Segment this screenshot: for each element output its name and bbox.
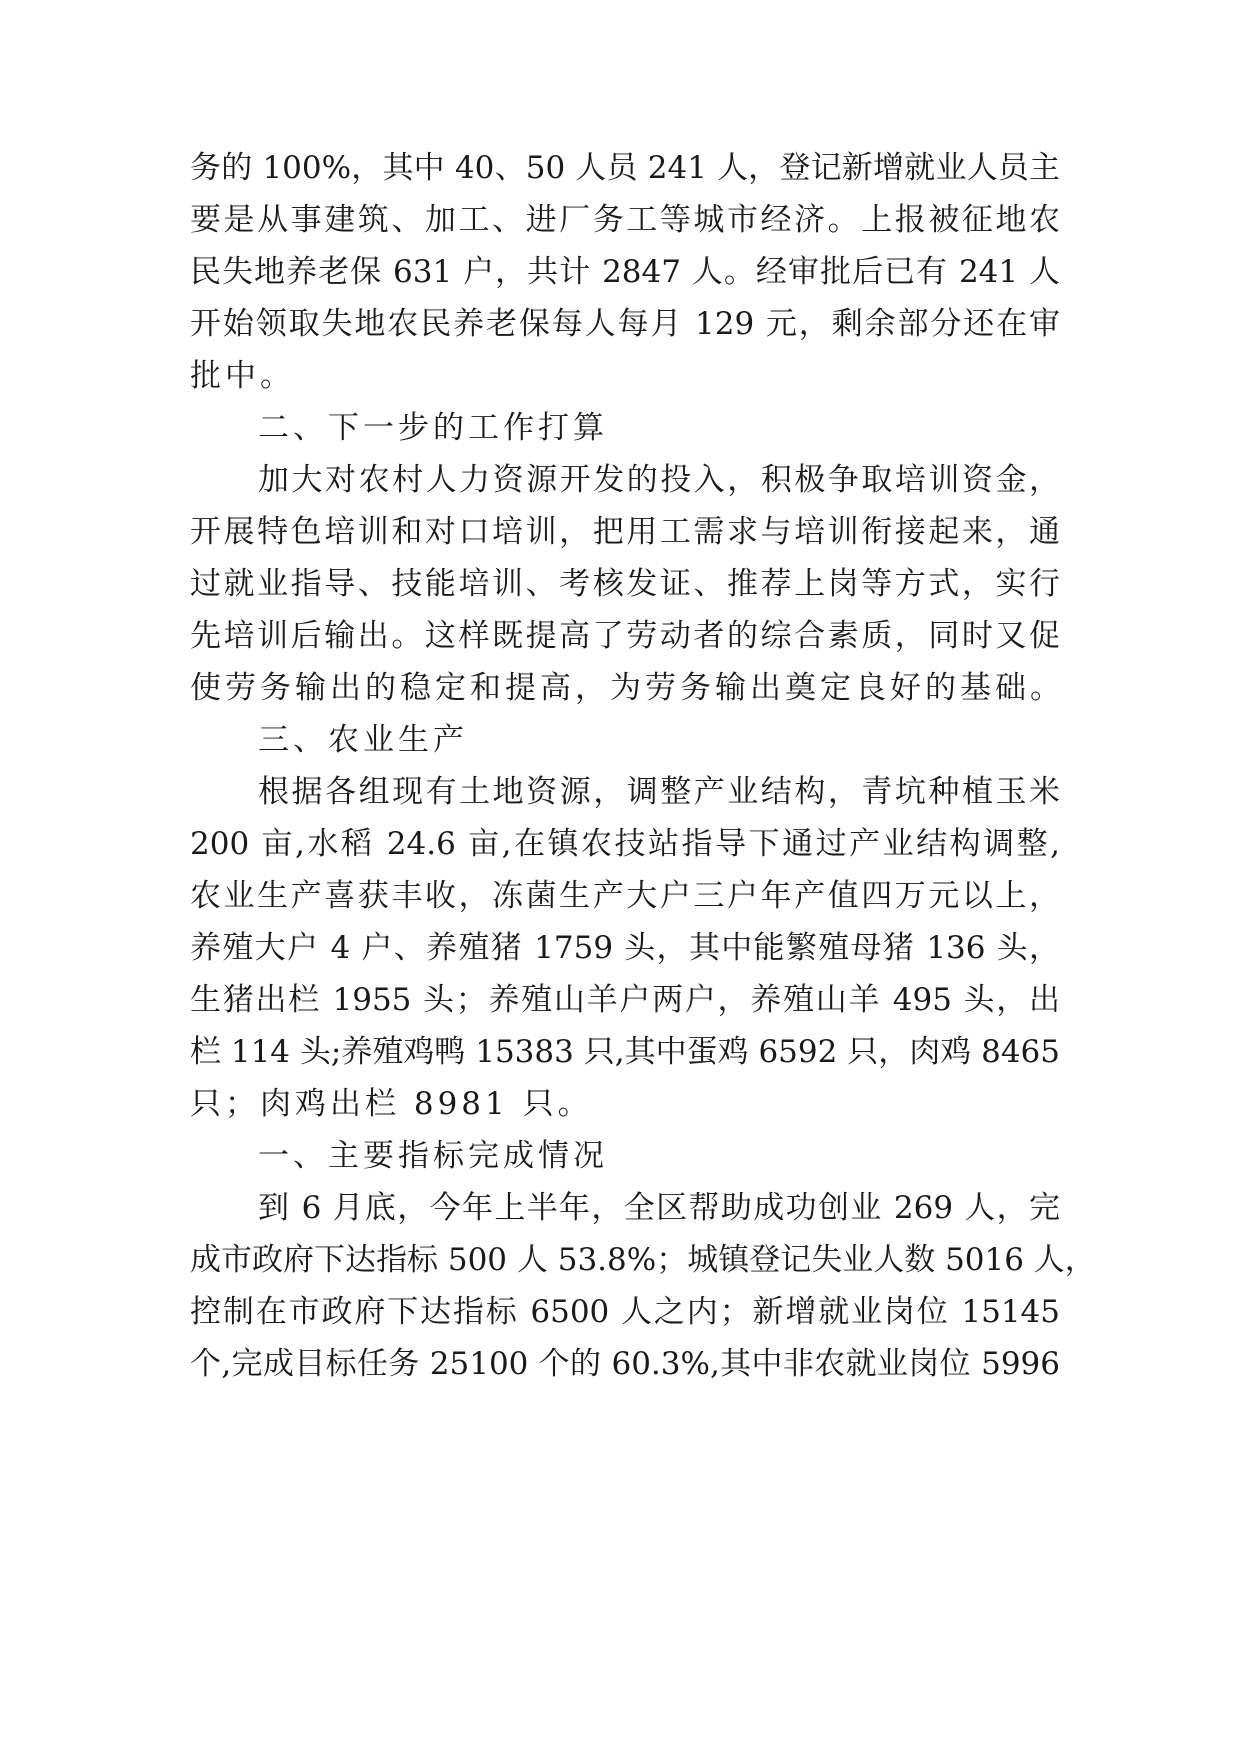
text-line: 200 亩,水稻 24.6 亩,在镇农技站指导下通过产业结构调整, bbox=[190, 826, 1060, 862]
text-line: 个,完成目标任务 25100 个的 60.3%,其中非农就业岗位 5996 bbox=[190, 1346, 1060, 1382]
section-heading: 三、农业生产 bbox=[258, 722, 468, 758]
text-line: 民失地养老保 631 户，共计 2847 人。经审批后已有 241 人 bbox=[190, 254, 1060, 290]
text-line: 生猪出栏 1955 头；养殖山羊户两户，养殖山羊 495 头，出 bbox=[190, 982, 1060, 1018]
text-line: 开展特色培训和对口培训，把用工需求与培训衔接起来，通 bbox=[190, 514, 1060, 550]
text-line: 过就业指导、技能培训、考核发证、推荐上岗等方式，实行 bbox=[190, 566, 1060, 602]
text-line: 养殖大户 4 户、养殖猪 1759 头，其中能繁殖母猪 136 头， bbox=[190, 930, 1060, 966]
text-line: 栏 114 头;养殖鸡鸭 15383 只,其中蛋鸡 6592 只，肉鸡 8465 bbox=[190, 1034, 1060, 1070]
text-line: 根据各组现有土地资源，调整产业结构，青坑种植玉米 bbox=[258, 774, 1060, 810]
text-line: 先培训后输出。这样既提高了劳动者的综合素质，同时又促 bbox=[190, 618, 1060, 654]
text-line: 批中。 bbox=[190, 358, 295, 394]
text-line: 务的 100%，其中 40、50 人员 241 人，登记新增就业人员主 bbox=[190, 150, 1060, 186]
section-heading: 二、下一步的工作打算 bbox=[258, 410, 608, 446]
text-line: 开始领取失地农民养老保每人每月 129 元，剩余部分还在审 bbox=[190, 306, 1060, 342]
text-line: 农业生产喜获丰收，冻菌生产大户三户年产值四万元以上， bbox=[190, 878, 1060, 914]
text-line: 加大对农村人力资源开发的投入，积极争取培训资金， bbox=[258, 462, 1060, 498]
text-line: 成市政府下达指标 500 人 53.8%；城镇登记失业人数 5016 人， bbox=[190, 1242, 1096, 1278]
section-heading: 一、主要指标完成情况 bbox=[258, 1138, 608, 1174]
text-line: 只；肉鸡出栏 8981 只。 bbox=[190, 1086, 593, 1122]
text-line: 使劳务输出的稳定和提高，为劳务输出奠定良好的基础。 bbox=[190, 670, 1065, 706]
text-line: 到 6 月底，今年上半年，全区帮助成功创业 269 人，完 bbox=[258, 1190, 1060, 1226]
text-line: 要是从事建筑、加工、进厂务工等城市经济。上报被征地农 bbox=[190, 202, 1060, 238]
text-line: 控制在市政府下达指标 6500 人之内；新增就业岗位 15145 bbox=[190, 1294, 1060, 1330]
